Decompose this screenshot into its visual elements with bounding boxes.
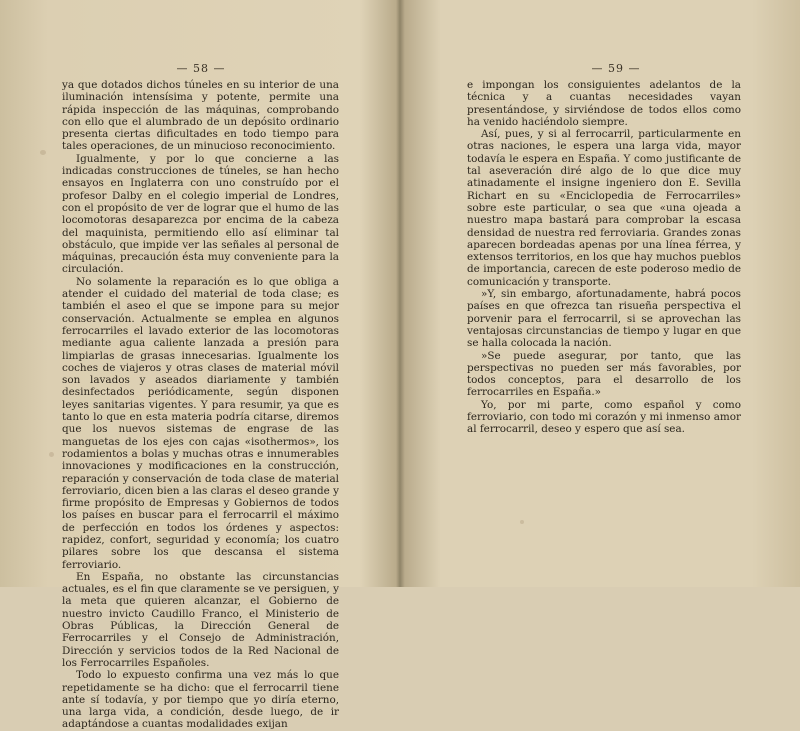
page-number: — 59 — <box>591 62 641 75</box>
paragraph: Igualmente, y por lo que concierne a las indicadas construcciones de túneles, se han hecho ensayos en Inglaterra con uno construído por el profesor Dalby en el colegio imperial de Londres, con el propósito de ver de lograr que el humo de las locomotoras desaparezca por encima de la cabeza del maquinista, permitiendo ello así eliminar tal obstáculo, que impide ver las señales al personal de máquinas, precaución ésta muy conveniente para la circulación. <box>62 152 339 276</box>
paragraph: »Se puede asegurar, por tanto, que las perspectivas no pueden ser más favorables, por todos conceptos, para el desarrollo de los ferrocarriles en España.» <box>467 349 741 399</box>
paragraph: Yo, por mi parte, como español y como ferroviario, con todo mi corazón y mi inmenso amor al ferrocarril, deseo y espero que así sea. <box>467 398 741 436</box>
left-page <box>0 0 398 731</box>
paragraph: Así, pues, y si al ferrocarril, particularmente en otras naciones, le espera una larga vida, mayor todavía le espera en España. Y como justificante de tal aseveración diré algo de lo que dice muy atinadamente el insigne ingeniero don E. Sevilla Richart en su «Enciclopedia de Ferrocarriles» sobre este particular, o sea que «una ojeada a nuestro mapa bastará para comprobar la escasa densidad de nuestra red ferroviaria. Grandes zonas aparecen bordeadas apenas por una línea férrea, y extensos territorios, en los que hay muchos pueblos de importancia, carecen de este poderoso medio de comunicación y transporte. <box>467 128 741 288</box>
page-body <box>62 79 339 731</box>
paragraph: e impongan los consiguientes adelantos de la técnica y a cuantas necesidades vayan presentándose, y sirviéndose de todos ellos como ha venido haciéndolo siempre. <box>467 79 741 128</box>
paragraph: No solamente la reparación es lo que obliga a atender el cuidado del material de toda clase; es también el aseo el que se impone para su mejor conservación. Actualmente se emplea en algunos ferrocarriles el lavado exterior de las locomotoras mediante agua caliente lanzada a presión para limpiarlas de grasas innecesarias. Igualmente los coches de viajeros y otras clases de material móvil son lavados y aseados diariamente y también desinfectados periódicamente, según disponen leyes sanitarias vigentes. Y para resumir, ya que es tanto lo que en esta materia podría citarse, diremos que los nuevos sistemas de engrase de las manguetas de los ejes con cajas «isothermos», los rodamientos a bolas y muchas otras e innumerables innovaciones y modificaciones en la construcción, reparación y conservación de toda clase de material ferroviario, dicen bien a las claras el deseo grande y firme propósito de Empresas y Gobiernos de todos los países en buscar para el ferrocarril el máximo de perfección en todos los órdenes y aspectos: rapidez, confort, seguridad y economía; los cuatro pilares sobre los que descansa el sistema ferroviario. <box>62 275 339 571</box>
right-page <box>402 0 800 587</box>
page-body <box>467 79 741 436</box>
page-number: — 58 — <box>176 62 226 75</box>
paragraph: En España, no obstante las circunstancias actuales, es el fin que claramente se ve persiguen, y la meta que quieren alcanzar, el Gobierno de nuestro invicto Caudillo Franco, el Ministerio de Obras Públicas, la Dirección General de Ferrocarriles y el Consejo de Administración, Dirección y servicios todos de la Red Nacional de los Ferrocarriles Españoles. <box>62 570 339 669</box>
paragraph: ya que dotados dichos túneles en su interior de una iluminación intensísima y potente, permite una rápida inspección de las máquinas, comprobando con ello que el alumbrado de un depósito ordinario presenta ciertas dificultades en todo tiempo para tales operaciones, de un minucioso reconocimiento. <box>62 79 339 153</box>
paragraph: »Y, sin embargo, afortunadamente, habrá pocos países en que ofrezca tan risueña perspectiva el porvenir para el ferrocarril, si se aprovechan las ventajosas circunstancias de tiempo y lugar en que se halla colocada la nación. <box>467 288 741 350</box>
paragraph: Todo lo expuesto confirma una vez más lo que repetidamente se ha dicho: que el ferrocarril tiene ante sí todavía, y por tiempo que yo diría eterno, una larga vida, a condición, desde luego, de ir adaptándose a cuantas modalidades exijan <box>62 669 339 731</box>
